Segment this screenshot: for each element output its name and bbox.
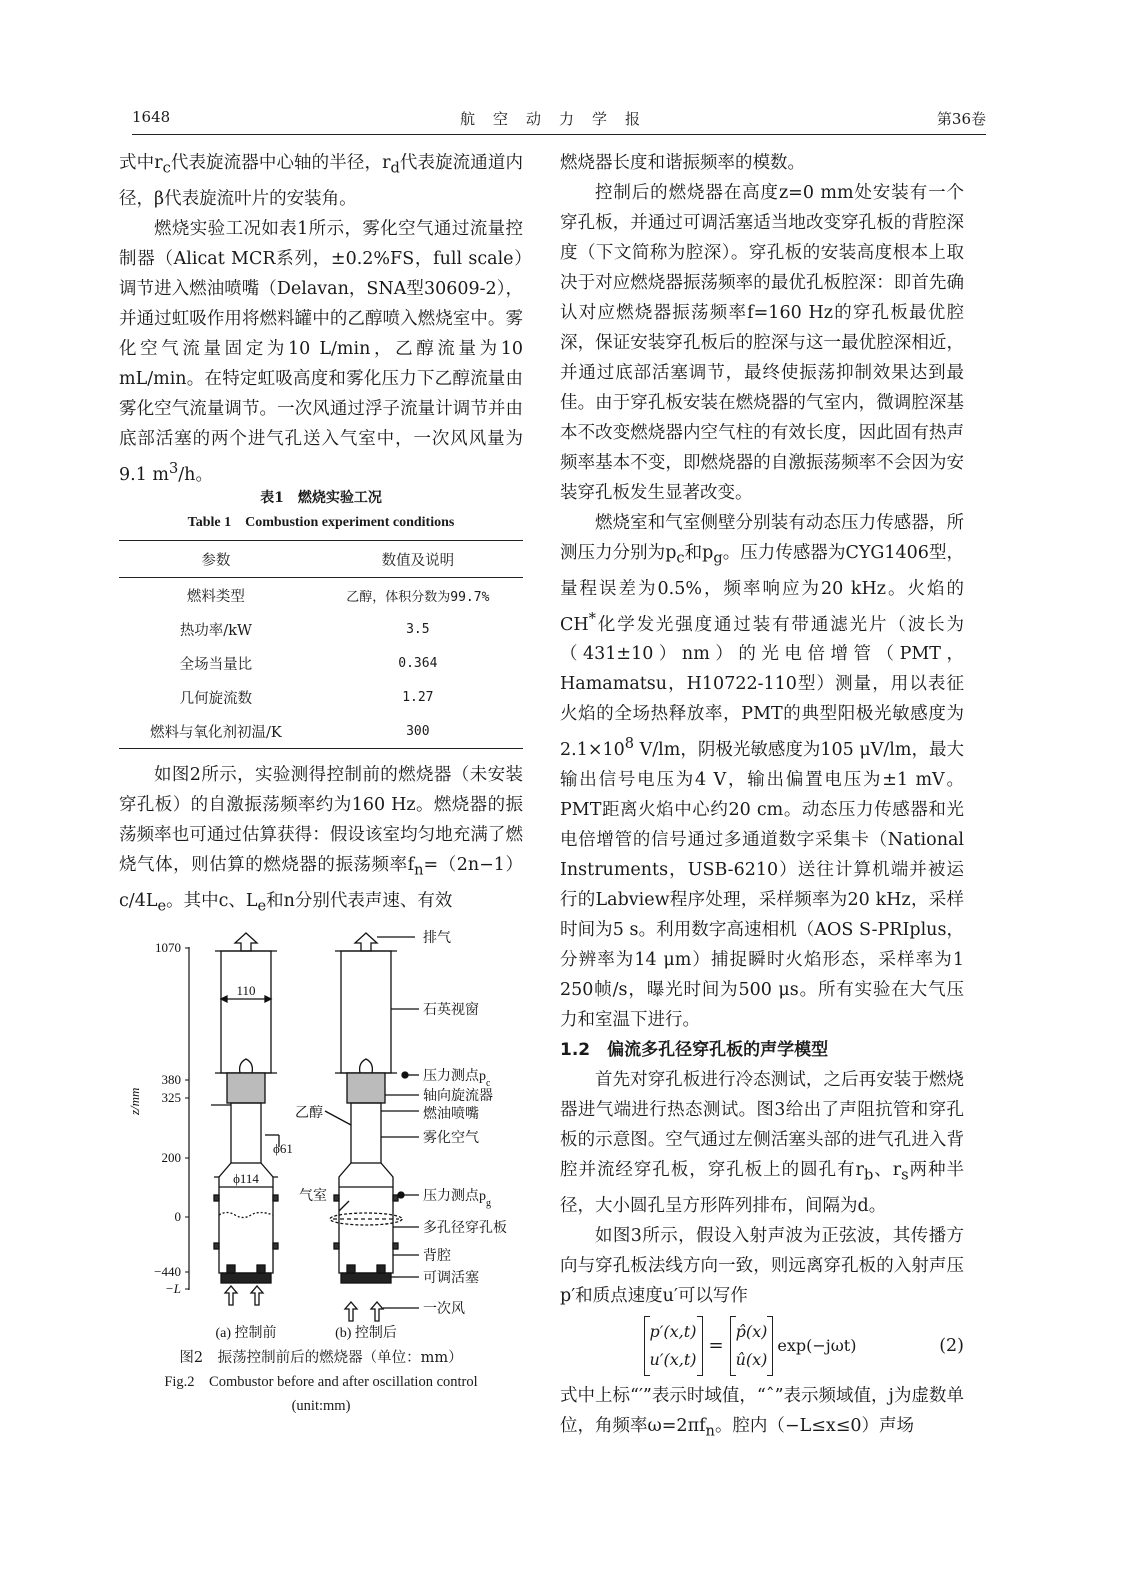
tick-label: 0	[174, 1209, 181, 1224]
exhaust-arrow-icon	[355, 933, 377, 951]
exhaust-arrow-icon	[235, 933, 257, 951]
table-header-value: 数值及说明	[313, 541, 523, 578]
table-row	[119, 612, 523, 646]
label-fuel-nozzle: 燃油喷嘴	[423, 1107, 479, 1122]
running-header	[132, 104, 986, 135]
equation-rhs-bottom: û(x)	[735, 1349, 768, 1369]
combustor-diagram	[119, 925, 523, 1340]
table-cell-value: 300	[406, 723, 430, 739]
left-column	[119, 148, 523, 489]
table-cell-param: 几何旋流数	[179, 690, 253, 707]
tick-label: −L	[164, 1281, 181, 1296]
label-plenum: 气室	[299, 1189, 327, 1204]
table-row	[119, 680, 523, 714]
equation-equals: =	[708, 1334, 724, 1356]
quartz-window	[221, 951, 271, 1073]
table-cell-value: 1.27	[402, 689, 434, 705]
inlet-arrow-icon	[371, 1302, 383, 1321]
right-para-5: 如图3所示，假设入射声波为正弦波，其传播方向与穿孔板法线方向一致，则远离穿孔板的入射声压p′和质点速度u′可以写作	[560, 1225, 964, 1306]
table-caption-cn: 表1 燃烧实验工况	[260, 490, 382, 506]
table-cell-param: 燃料与氧化剂初温/K	[150, 724, 282, 741]
subfigure-a-label: (a) 控制前	[215, 1326, 277, 1340]
equation-rhs-top: p̂(x)	[735, 1321, 768, 1341]
table-header-param: 参数	[119, 541, 313, 578]
label-primary-air: 一次风	[423, 1302, 465, 1317]
left-para-2: 燃烧实验工况如表1所示，雾化空气通过流量控制器（Alicat MCR系列，±0.2%FS，full scale）调节进入燃油喷嘴（Delavan，SNA型30609-2），并通过虹吸作用将燃料罐中的乙醇喷入燃烧室中。雾化空气流量固定为10 L/min，乙醇流量为10 mL/min。在特定虹吸高度和雾化压力下乙醇流量由雾化空气流量调节。一次风通过浮子流量计调节并由底部活塞的两个进气孔送入气室中，一次风风量为9.1 $m^3/h$。	[119, 218, 523, 485]
inlet-arrow-icon	[345, 1302, 357, 1321]
label-exhaust: 排气	[423, 931, 451, 946]
table-cell-param: 燃料类型	[186, 588, 245, 605]
left-para-3: 如图2所示，实验测得控制前的燃烧器（未安装穿孔板）的自激振荡频率约为160 Hz。燃烧器的振荡频率也可通过估算获得：假设该室均匀地充满了燃烧气体，则估算的燃烧器的振荡频率$f_n=(2n-1)c/4L_e$。其中c、$L_e$和n分别代表声速、有效	[119, 765, 523, 914]
tick-label: 325	[161, 1090, 181, 1105]
label-perforated-plate: 多孔径穿孔板	[423, 1221, 507, 1236]
conditions-table	[119, 540, 523, 749]
equation-rhs-vector	[730, 1316, 774, 1376]
dim-phi114-label: ϕ114	[233, 1171, 259, 1186]
subfigure-b-label: (b) 控制后	[335, 1326, 397, 1340]
volume-label: 第36卷	[936, 110, 986, 128]
inlet-arrow-icon	[251, 1286, 263, 1305]
tick-label: 200	[161, 1150, 181, 1165]
right-column	[560, 148, 964, 1446]
table-row	[119, 578, 523, 613]
table-header-row	[119, 541, 523, 578]
table-cell-value: 0.364	[398, 655, 438, 671]
table-1	[119, 486, 523, 749]
figure-caption-cn: 图2 振荡控制前后的燃烧器（单位：mm）	[179, 1350, 463, 1366]
left-para-1: 式中$r_c$代表旋流器中心轴的半径，$r_d$代表旋流通道内径，β代表旋流叶片的安装角。	[119, 153, 523, 209]
label-adjustable-piston: 可调活塞	[423, 1271, 479, 1286]
label-pressure-pg: 压力测点$p_g$	[423, 1189, 491, 1209]
tick-label: 380	[161, 1072, 181, 1087]
equation-lhs-vector	[644, 1316, 703, 1376]
section-heading: 1.2 偏流多孔径穿孔板的声学模型	[560, 1040, 829, 1061]
tick-label: 1070	[155, 940, 181, 955]
right-para-6: 式中上标“′”表示时域值，“ˆ”表示频域值，j为虚数单位，角频率$\omega=2\pi f_n$。腔内（−L≤x≤0）声场	[560, 1385, 964, 1440]
table-cell-param: 热功率/kW	[179, 622, 252, 639]
left-column-lower	[119, 760, 523, 921]
dim-phi61-label: ϕ61	[273, 1141, 293, 1156]
label-back-cavity: 背腔	[423, 1249, 451, 1264]
equation-lhs-bottom: u′(x,t)	[649, 1349, 697, 1369]
equation-lhs-top: p′(x,t)	[649, 1321, 697, 1341]
flame-shape	[240, 1059, 253, 1073]
inlet-arrow-icon	[225, 1286, 237, 1305]
figure-2	[119, 925, 523, 1418]
right-para-1: 燃烧器长度和谐振频率的模数。	[560, 153, 805, 173]
table-cell-value: 3.5	[406, 621, 430, 637]
right-para-4: 首先对穿孔板进行冷态测试，之后再安装于燃烧器进气端进行热态测试。图3给出了声阻抗管和穿孔板的示意图。空气通过左侧活塞头部的进气孔进入背腔并流经穿孔板，穿孔板上的圆孔有$r_b$、$r_s$两种半径，大小圆孔呈方形阵列排布，间隔为d。	[560, 1070, 964, 1216]
table-cell-value: 乙醇，体积分数为99.7%	[346, 589, 490, 605]
equation-2	[560, 1313, 964, 1379]
equation-body	[560, 1316, 920, 1376]
z-axis-label: z/mm	[127, 1087, 142, 1115]
label-pressure-pc: 压力测点$p_c$	[423, 1069, 491, 1089]
equation-number: (2)	[939, 1335, 964, 1356]
right-para-3: 燃烧室和气室侧壁分别装有动态压力传感器，所测压力分别为$p_c$和$p_g$。压力传感器为CYG1406型，量程误差为0.5%，频率响应为20 kHz。火焰的CH*化学发光强度通过装有带通滤光片（波长为（431±10）nm）的光电倍增管（PMT，Hamamatsu，H10722-110型）测量，用以表征火焰的全场热释放率，PMT的典型阳极光敏感度为$2.1\times 10^8$ V/lm，阴极光敏感度为105 μV/lm，最大输出信号电压为4 V，输出偏置电压为±1 mV。PMT距离火焰中心约20 cm。动态压力传感器和光电倍增管的信号通过多通道数字采集卡（National Instruments，USB-6210）送往计算机端并被运行的Labview程序处理，采样频率为20 kHz，采样时间为5 s。利用数字高速相机（AOS S-PRIplus，分辨率为14 μm）捕捉瞬时火焰形态，采样率为1 250帧/s，曝光时间为500 μs。所有实验在大气压力和室温下进行。	[560, 513, 964, 1031]
figure-caption-en: Fig.2 Combustor before and after oscillation control	[164, 1374, 478, 1390]
label-quartz-window: 石英视窗	[423, 1003, 479, 1018]
table-row	[119, 646, 523, 680]
label-axial-swirler: 轴向旋流器	[423, 1089, 493, 1104]
label-ethanol: 乙醇	[295, 1106, 323, 1121]
figure-caption-en-unit: (unit:mm)	[291, 1398, 351, 1414]
table-caption-en: Table 1 Combustion experiment conditions	[187, 515, 455, 530]
label-atomizing-air: 雾化空气	[423, 1131, 479, 1146]
table-row	[119, 714, 523, 749]
table-cell-param: 全场当量比	[179, 656, 253, 673]
dim-110-label: 110	[236, 983, 256, 998]
tick-label: −440	[154, 1264, 181, 1279]
z-axis-ticks	[154, 940, 189, 1296]
combustor-b	[325, 933, 419, 1321]
quartz-window	[341, 951, 391, 1073]
right-para-2: 控制后的燃烧器在高度z=0 mm处安装有一个穿孔板，并通过可调活塞适当地改变穿孔板的背腔深度（下文简称为腔深）。穿孔板的安装高度根本上取决于对应燃烧器振荡频率的最优孔板腔深：即首先确认对应燃烧器振荡频率f=160 Hz的穿孔板最优腔深，保证安装穿孔板后的腔深与这一最优腔深相近，并通过底部活塞调节，最终使振荡抑制效果达到最佳。由于穿孔板安装在燃烧器的气室内，微调腔深基本不改变燃烧器内空气柱的有效长度，因此固有热声频率基本不变，即燃烧器的自激振荡频率不会因为安装穿孔板发生显著改变。	[560, 183, 964, 503]
page-number: 1648	[132, 108, 171, 126]
equation-exp-term: exp(−jωt)	[777, 1335, 857, 1355]
journal-title: 航空动力学报	[459, 110, 658, 128]
